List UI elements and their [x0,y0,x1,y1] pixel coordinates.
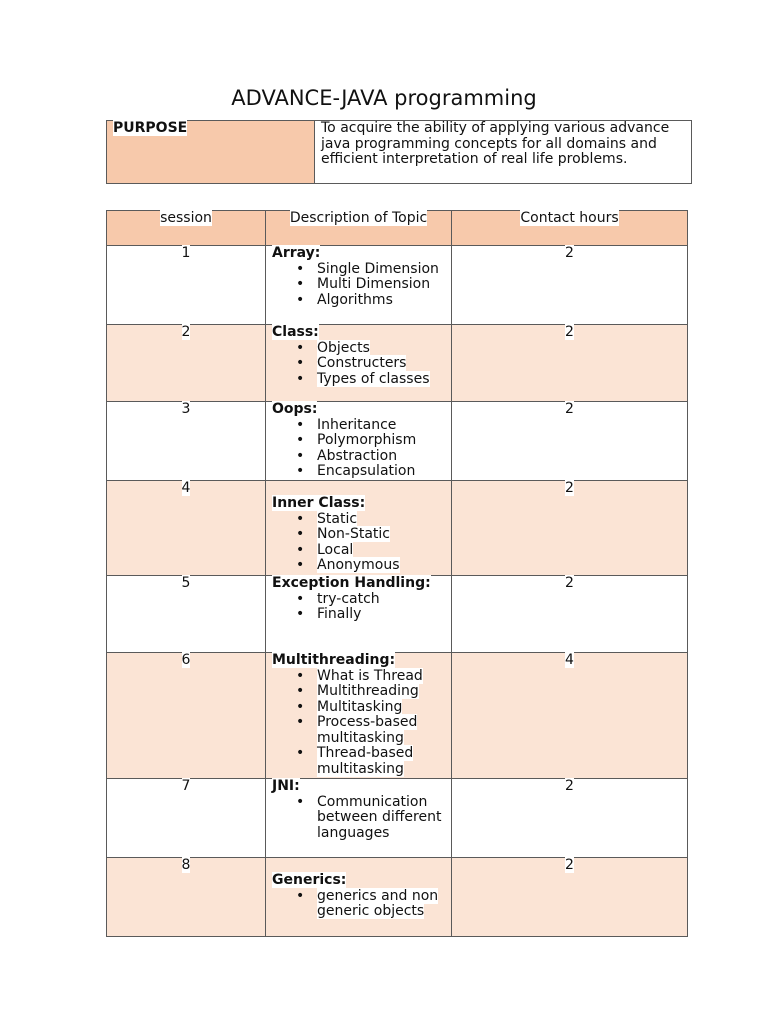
table-row [107,858,688,937]
hours-cell [452,246,688,325]
topic-cell [266,653,452,779]
contact-hours: 4 [565,652,574,668]
topic-list [272,341,451,388]
list-item [317,262,451,278]
list-item [317,293,451,309]
table-row [107,402,688,481]
topic-list [272,669,451,778]
topic-title: JNI: [272,778,300,794]
session-cell [107,576,266,653]
list-item [317,795,451,842]
list-item-text: Encapsulation [317,463,416,479]
contact-hours: 2 [565,575,574,591]
topic-title: Array: [272,245,321,261]
list-item-text: Inheritance [317,416,397,433]
list-item-text: Finally [317,606,362,622]
header-topic-label: Description of Topic [289,210,428,226]
topic-title: Inner Class: [272,495,366,511]
topic-title: Generics: [272,872,347,888]
topic-cell [266,325,452,402]
header-topic [266,211,452,246]
purpose-label: PURPOSE [113,120,188,136]
topic-cell [266,246,452,325]
list-item-text: Abstraction [317,447,398,464]
purpose-table [106,120,692,184]
list-item [317,700,451,716]
list-item-text: Non-Static [317,526,390,542]
hours-cell [452,858,688,937]
list-item-text: Objects [317,339,370,356]
purpose-label-cell [107,121,315,184]
hours-cell [452,481,688,576]
topic-cell [266,481,452,576]
session-cell [107,402,266,481]
contact-hours: 2 [565,857,574,873]
list-item [317,684,451,700]
table-row [107,246,688,325]
session-number: 8 [181,857,191,873]
session-cell [107,653,266,779]
topic-title: Class: [272,324,319,340]
topic-list [272,262,451,309]
list-item [317,746,451,777]
topic-cell [266,779,452,858]
list-item-text: Multi Dimension [317,276,431,292]
purpose-text: To acquire the ability of applying various advance java programming concepts for all domains and efficient interpretation of real life problems. [321,120,670,167]
table-row [107,325,688,402]
list-item-text: Single Dimension [317,260,439,277]
topic-title: Multithreading: [272,652,396,668]
table-row [107,779,688,858]
list-item [317,512,451,528]
session-cell [107,325,266,402]
list-item-text: Local [317,541,354,558]
list-item [317,543,451,559]
list-item-text: What is Thread [317,667,423,684]
list-item-text: Process-based multitasking [317,714,418,746]
purpose-text-cell [315,121,692,184]
contact-hours: 2 [565,480,574,496]
session-number: 4 [181,480,191,496]
topic-list [272,592,451,623]
list-item-text: Anonymous [317,557,400,573]
list-item-text: Algorithms [317,291,393,308]
table-row [107,576,688,653]
topic-list [272,512,451,574]
contact-hours: 2 [565,401,574,417]
contact-hours: 2 [565,778,574,794]
list-item [317,418,451,434]
topic-list [272,418,451,480]
list-item [317,372,451,388]
list-item [317,464,451,480]
list-item-text: Multitasking [317,698,403,715]
header-session-label: session [160,210,212,226]
sessions-table [106,210,688,937]
list-item [317,607,451,623]
header-hours [452,211,688,246]
list-item-text: Thread-based multitasking [317,745,414,777]
list-item [317,277,451,293]
purpose-row [107,121,692,184]
list-item [317,433,451,449]
list-item-text: Communication between different languages [317,793,442,841]
hours-cell [452,576,688,653]
header-session [107,211,266,246]
topic-list [272,795,451,842]
header-hours-label: Contact hours [520,210,619,226]
list-item [317,356,451,372]
topic-list [272,889,451,920]
session-number: 2 [181,324,191,340]
topic-title: Exception Handling: [272,575,431,591]
table-row [107,481,688,576]
table-header-row [107,211,688,246]
session-number: 5 [181,575,191,591]
session-cell [107,246,266,325]
list-item-text: Polymorphism [317,432,417,448]
list-item-text: try-catch [317,590,380,607]
contact-hours: 2 [565,245,574,261]
topic-cell [266,576,452,653]
list-item [317,341,451,357]
session-number: 6 [181,652,191,668]
list-item [317,715,451,746]
topic-cell [266,858,452,937]
list-item [317,592,451,608]
list-item-text: Multithreading [317,683,419,699]
session-number: 3 [181,401,191,417]
list-item [317,889,451,920]
hours-cell [452,325,688,402]
topic-title: Oops: [272,401,318,417]
list-item [317,527,451,543]
session-cell [107,481,266,576]
list-item-text: Types of classes [317,370,430,387]
hours-cell [452,653,688,779]
hours-cell [452,779,688,858]
session-cell [107,858,266,937]
contact-hours: 2 [565,324,574,340]
session-cell [107,779,266,858]
table-body [107,246,688,937]
session-number: 1 [181,245,191,261]
list-item [317,449,451,465]
session-number: 7 [181,778,191,794]
topic-cell [266,402,452,481]
list-item-text: Static [317,510,358,527]
list-item-text: generics and non generic objects [317,887,439,919]
page-title: ADVANCE-JAVA programming [231,86,537,110]
hours-cell [452,402,688,481]
list-item-text: Constructers [317,355,407,371]
list-item [317,558,451,574]
table-row [107,653,688,779]
list-item [317,669,451,685]
